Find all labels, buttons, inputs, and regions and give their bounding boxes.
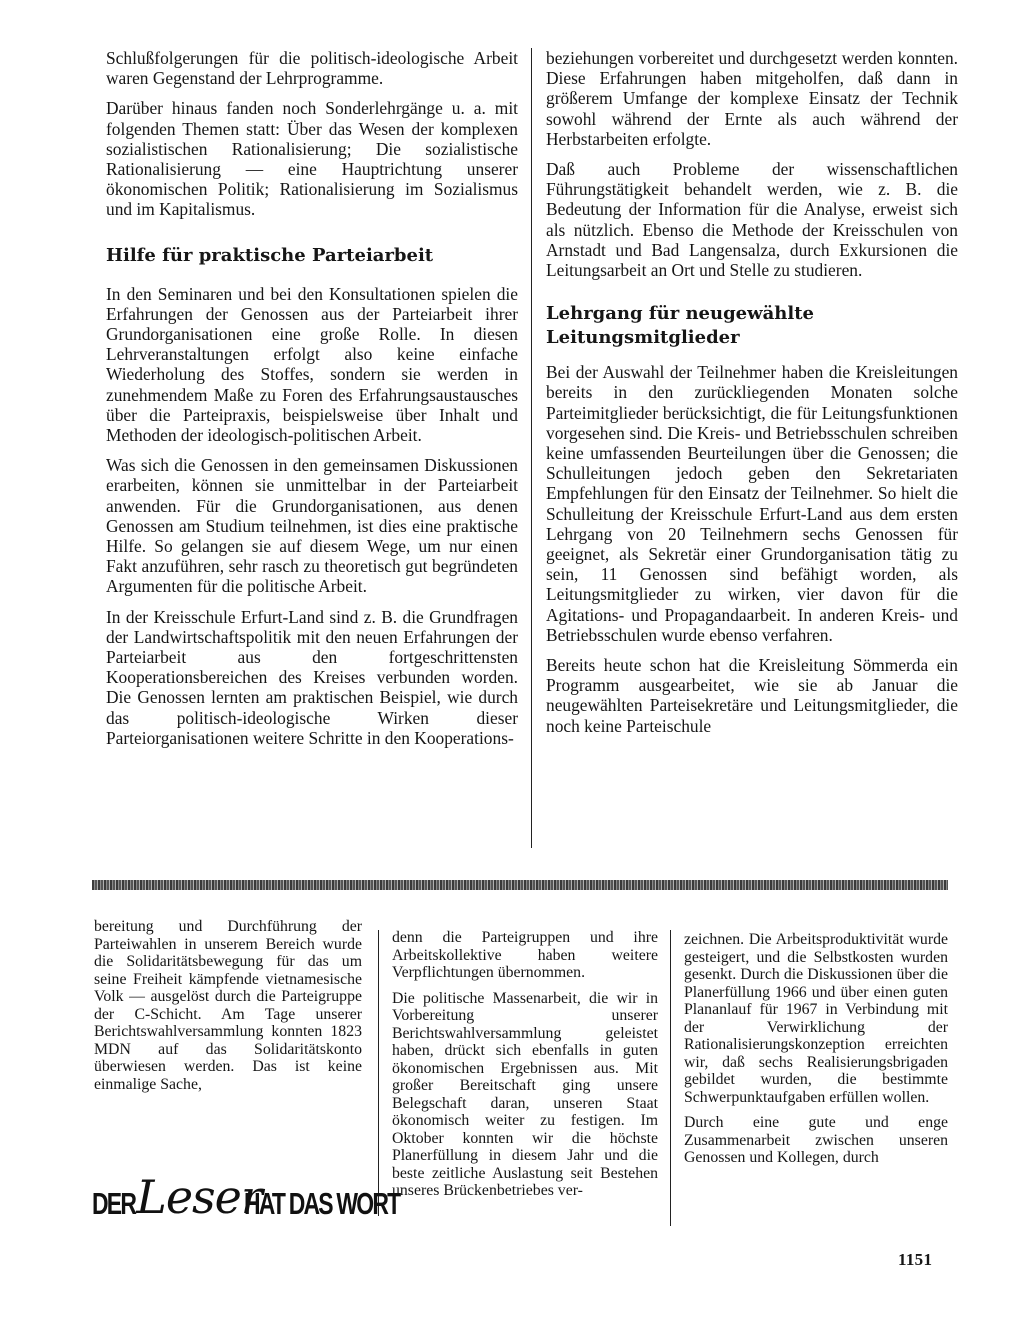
paragraph: zeichnen. Die Arbeitsproduktivität wurde gesteigert, und die Selbstkosten wurden gesenkt. Durch die Diskussionen über die Planerfüllung 1966 und über einen guten Plananlauf für 1967 in Verbindung mit der Verwirklichung der Rationalisierungskonzeption erreichten wir, daß sechs Realisierungsbrigaden gebildet wurden, die bestimmte Schwerpunktaufgaben erfüllen wollen. [684, 931, 948, 1106]
top-right-column [546, 48, 958, 746]
column-logo [92, 1170, 400, 1232]
section-separator-band [92, 880, 948, 890]
paragraph: In den Seminaren und bei den Konsultationen spielen die Erfahrungen der Genossen aus der Parteiarbeit ihrer Grundorganisationen eine große Rolle. In diesen Lehrveranstaltungen erfolgt also keine einfache Wiederholung des Stoffes, sondern sie werden in zunehmendem Maße zu Foren des Erfahrungsaustausches über die Parteipraxis, beispielsweise über Inhalt und Methoden der ideologisch-politischen Arbeit. [106, 283, 518, 446]
paragraph: Bei der Auswahl der Teilnehmer haben die Kreisleitungen bereits in den zurückliegenden Monaten solche Parteimitglieder berücksichtigt, die für Leitungsfunktionen vorgesehen sind. Die Kreis- und Betriebsschulen schreiben keine umfassenden Beurteilungen über die Genossen; die Schulleitungen jedoch geben den Sekretariaten Empfehlungen für den Einsatz der Teilnehmer. So hielt die Schulleitung der Kreisschule Erfurt-Land aus dem ersten Lehrgang von 20 Teilnehmern sechs Genossen für geeignet, als Sekretär einer Grundorganisation tätig zu sein, 11 Genossen sind befähigt worden, als Leitungsmitglieder zu wirken, vier davon für die Agitations- und Propagandaarbeit. In anderen Kreis- und Betriebsschulen wurde ebenso verfahren. [546, 362, 958, 645]
column-divider [378, 930, 379, 1216]
paragraph: In der Kreisschule Erfurt-Land sind z. B. die Grundfragen der Landwirtschaftspolitik mit den neuen Erfahrungen der Parteiarbeit aus den fortgeschrittensten Kooperationsbereichen des Kreises verbunden worden. Die Genossen lernten am praktischen Beispiel, wie durch das politisch-ideologische Wirken dieser Parteiorganisationen weitere Schritte in den Kooperations- [106, 606, 518, 748]
paragraph: Daß auch Probleme der wissenschaftlichen Führungstätigkeit behandelt werden, wie z. B. die Bedeutung der Information für die Analyse, erweist sich als nützlich. Ebenso die Methode der Kreisschulen von Arnstadt und Bad Langensalza, durch Exkursionen die Leitungsarbeit an Ort und Stelle zu studieren. [546, 159, 958, 281]
paragraph: Schlußfolgerungen für die politisch-ideologische Arbeit waren Gegenstand der Lehrprogramme. [106, 48, 518, 89]
section-heading [546, 302, 958, 350]
logo-script-text: Leser [136, 1170, 262, 1224]
paragraph: bereitung und Durchführung der Parteiwahlen in unserem Bereich wurde die Solidaritätsbewegung für das um seine Freiheit kämpfende vietnamesische Volk — ausgelöst durch die Parteigruppe der C-Schicht. Am Tage unserer Berichtswahlversammlung konnten 1823 MDN auf das Solidaritätskonto überwiesen werden. Das ist keine einmalige Sache, [94, 918, 362, 1093]
section-heading-line: Leitungsmitglieder [546, 327, 740, 349]
column-divider [670, 930, 671, 1226]
logo-text: DER [92, 1186, 136, 1221]
paragraph: Bereits heute schon hat die Kreisleitung Sömmerda ein Programm ausgearbeitet, wie sie ab Januar die neugewählten Parteisekretäre und Leitungsmitglieder, die noch keine Parteischule [546, 655, 958, 736]
paragraph: Durch eine gute und enge Zusammenarbeit zwischen unseren Genossen und Kollegen, durch [684, 1114, 948, 1166]
section-heading: Hilfe für praktische Parteiarbeit [106, 244, 434, 266]
bottom-column-1 [94, 918, 362, 1101]
page-number: 1151 [898, 1250, 933, 1269]
paragraph: Darüber hinaus fanden noch Sonderlehrgänge u. a. mit folgenden Themen statt: Über das Wesen der komplexen sozialistischen Rationalisierung; Die sozialistische Rationalisierung — eine Hauptrichtung unserer ökonomischen Politik; Rationalisierung im Sozialismus und im Kapitalismus. [106, 98, 518, 220]
paragraph: beziehungen vorbereitet und durchgesetzt werden konnten. Diese Erfahrungen haben mitgeholfen, daß dann in größerem Umfange der komplexe Einsatz der Technik sowohl während der Ernte als auch während der Herbstarbeiten erfolgte. [546, 48, 958, 149]
logo-text: HAT DAS WORT [243, 1186, 400, 1221]
bottom-column-2 [392, 929, 658, 1208]
top-left-column [106, 48, 518, 758]
paragraph: denn die Parteigruppen und ihre Arbeitskollektive haben weitere Verpflichtungen übernommen. [392, 929, 658, 981]
paragraph: Die politische Massenarbeit, die wir in Vorbereitung unserer Berichtswahlversammlung geleistet haben, drückt sich ebenfalls in guten ökonomischen Ergebnissen aus. Mit großer Bereitschaft ging unsere Belegschaft daran, unseren Staat ökonomisch weiter zu festigen. Im Oktober konnten wir die höchste Planerfüllung in diesem Jahr und die beste zeitliche Auslastung seit Bestehen unseres Brückenbetriebes ver- [392, 989, 658, 1199]
column-divider [531, 48, 532, 848]
bottom-column-3 [684, 931, 948, 1175]
section-heading-line: Lehrgang für neugewählte [546, 303, 814, 325]
paragraph: Was sich die Genossen in den gemeinsamen Diskussionen erarbeiten, können sie unmittelbar in der Parteiarbeit anwenden. Für die Grundorganisationen, aus denen Genossen am Studium teilnehmen, ist dies eine praktische Hilfe. So gelangen sie auf diesem Wege, um nur einen Fakt anzuführen, sehr rasch zu theoretisch gut begründeten Argumenten für die politische Arbeit. [106, 455, 518, 597]
